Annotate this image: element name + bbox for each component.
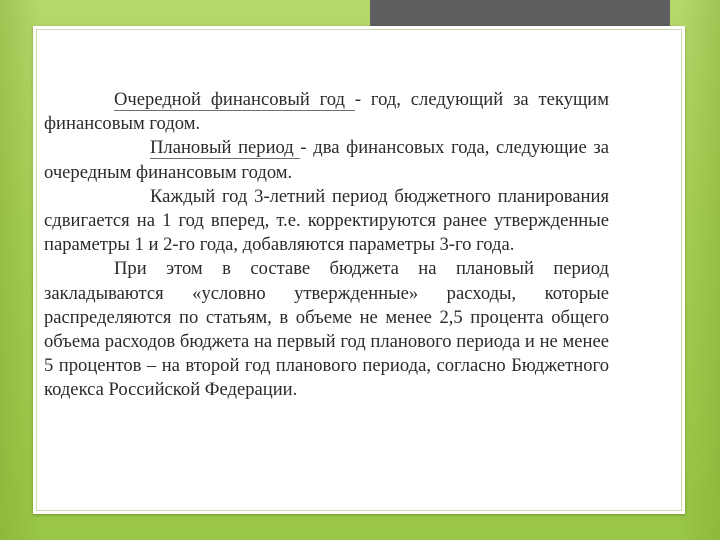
term-planning-period: Плановый период (150, 137, 301, 159)
definition-planning-period: - два финансовых года, следующие за очередным финансовым годом. (44, 137, 609, 183)
paragraph-rolling-planning: Каждый год 3-летний период бюджетного планирования сдвигается на 1 год вперед, т.е. корректируются ранее утвержденные параметры 1 и 2-го года, добавляются параметры 3-го года. (44, 185, 609, 256)
term-next-fiscal-year: Очередной финансовый год (114, 89, 355, 110)
definition-next-fiscal-year: - год, следующий за текущим финансовым годом. (44, 89, 609, 135)
paragraph-next-fiscal-year (44, 88, 609, 136)
background-shade-right (680, 0, 720, 540)
paragraph-planning-period (44, 136, 609, 184)
paragraph-conditionally-approved-expenses: При этом в составе бюджета на плановый период закладываются «условно утвержденные» расходы, которые распределяются по статьям, в объеме не менее 2,5 процента общего объема расходов бюджета на первый год планового периода и не менее 5 процентов – на второй год планового периода, согласно Бюджетного кодекса Российской Федерации. (44, 258, 609, 401)
slide-text-body (44, 88, 609, 403)
